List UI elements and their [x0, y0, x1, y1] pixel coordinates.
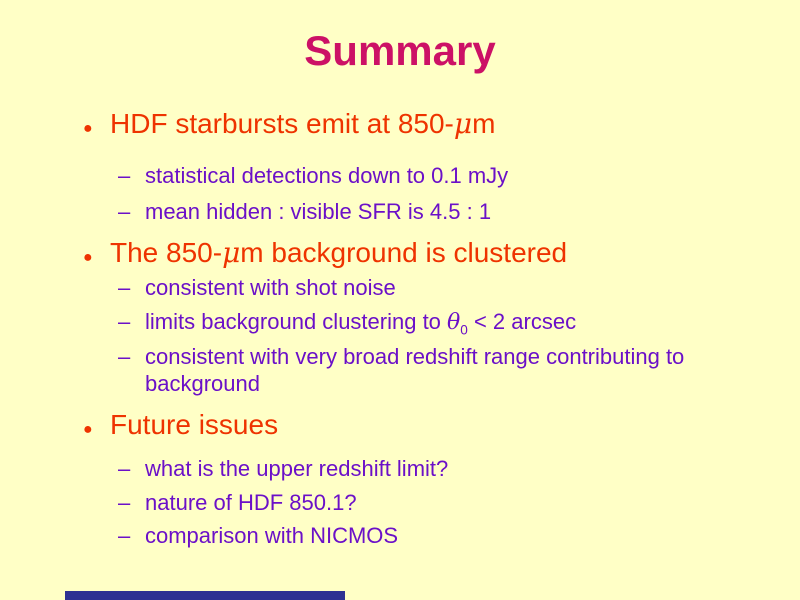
theta-symbol: θ — [447, 310, 461, 335]
slide-title: Summary — [304, 27, 496, 74]
bullet-2-text — [110, 237, 567, 269]
bullet-1-text — [110, 108, 495, 140]
sub-item-2-3 — [0, 343, 800, 397]
sub-2-2-text — [145, 308, 576, 336]
mu-symbol: μ — [222, 236, 241, 269]
dash-icon: – — [118, 456, 131, 481]
dash-icon: – — [118, 309, 131, 334]
sub-item-2-1 — [0, 274, 800, 301]
sub-item-3-3 — [0, 522, 800, 549]
bullet-3-text: Future issues — [110, 409, 279, 440]
dash-icon: – — [118, 344, 131, 369]
dash-icon: – — [118, 275, 131, 300]
bullet-item-1 — [0, 108, 800, 145]
sub-item-1-1 — [0, 162, 800, 189]
dash-icon: – — [118, 199, 131, 224]
mu-symbol: μ — [453, 107, 473, 140]
bullet-1-text-post: m — [472, 108, 496, 139]
bullet-dot-icon: ● — [83, 249, 93, 266]
footer-accent-bar — [65, 591, 345, 600]
dash-icon: – — [118, 163, 131, 188]
sub-3-3-text: comparison with NICMOS — [145, 523, 399, 548]
dash-icon: – — [118, 523, 131, 548]
bullet-dot-icon: ● — [83, 421, 93, 438]
sub-2-2-text-pre: limits background clustering to — [145, 309, 448, 334]
sub-item-3-1 — [0, 455, 800, 482]
sub-2-3-text: consistent with very broad redshift range contributing to background — [145, 344, 685, 396]
sub-1-1-text: statistical detections down to 0.1 mJy — [145, 163, 509, 188]
bullet-item-3 — [0, 409, 800, 446]
sub-item-2-2 — [0, 308, 800, 336]
bullet-2-text-pre: The 850- — [110, 237, 223, 268]
bullet-1-text-pre: HDF starbursts emit at 850- — [110, 108, 454, 139]
bullet-2-text-post: m background is clustered — [240, 237, 568, 268]
bullet-dot-icon: ● — [83, 120, 93, 137]
theta-subscript: 0 — [460, 322, 468, 338]
sub-item-3-2 — [0, 489, 800, 516]
sub-2-2-text-post: < 2 arcsec — [467, 309, 577, 334]
sub-item-1-2 — [0, 198, 800, 225]
sub-3-1-text: what is the upper redshift limit? — [145, 456, 449, 481]
bullet-item-2 — [0, 237, 800, 274]
sub-3-2-text: nature of HDF 850.1? — [145, 490, 357, 515]
sub-1-2-text: mean hidden : visible SFR is 4.5 : 1 — [145, 199, 492, 224]
dash-icon: – — [118, 490, 131, 515]
sub-2-1-text: consistent with shot noise — [145, 275, 396, 300]
